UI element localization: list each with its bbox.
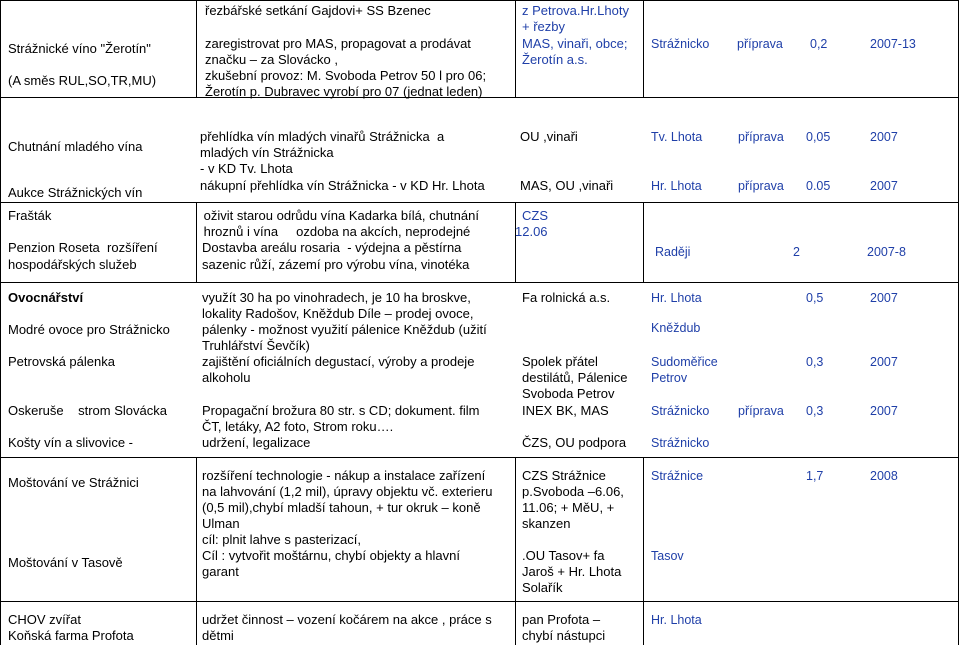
place-cell: Raději (655, 245, 691, 259)
place-cell: Sudoměřice (651, 355, 718, 369)
year-cell: 2007 (870, 291, 898, 305)
row-divider (0, 457, 959, 458)
activity-cell: řezbářské setkání Gajdovi+ SS Bzenec (205, 3, 431, 18)
subject-cell: Chutnání mladého vína (8, 139, 143, 154)
place-cell: Hr. Lhota (651, 291, 702, 305)
partner-cell: skanzen (522, 516, 571, 531)
amount-cell: 0,3 (806, 355, 824, 369)
partner-cell: INEX BK, MAS (522, 403, 609, 418)
place-cell: Hr. Lhota (651, 179, 702, 193)
activity-cell: lokality Radošov, Kněždub Díle – prodej ovoce, (202, 306, 474, 321)
year-cell: 2007 (870, 355, 898, 369)
activity-cell: přehlídka vín mladých vinařů Strážnicka a (200, 129, 445, 144)
activity-cell: hroznů i vína ozdoba na akcích, neprodejné (200, 224, 471, 239)
activity-cell: Ulman (202, 516, 240, 531)
partner-cell: MAS, vinaři, obce; (522, 36, 628, 51)
partner-cell: Jaroš + Hr. Lhota (522, 564, 622, 579)
amount-cell: 0,05 (806, 130, 831, 144)
column-divider (0, 0, 1, 645)
activity-cell: alkoholu (202, 370, 251, 385)
activity-cell: na lahvování (1,2 mil), úpravy objektu vč. exterieru (202, 484, 493, 499)
activity-cell: Cíl : vytvořit moštárnu, chybí objekty a hlavní (202, 548, 460, 563)
activity-cell: zaregistrovat pro MAS, propagovat a prodávat (205, 36, 471, 51)
partner-cell: p.Svoboda –6.06, (522, 484, 624, 499)
partner-cell: z Petrova.Hr.Lhoty (522, 3, 629, 18)
year-cell: 2008 (870, 469, 898, 483)
activity-cell: zkušební provoz: M. Svoboda Petrov 50 l pro 06; (205, 68, 487, 83)
column-divider (643, 457, 644, 645)
activity-cell: udržení, legalizace (202, 435, 311, 450)
amount-cell: 0.05 (806, 179, 831, 193)
partner-cell: ČZS, OU podpora (522, 435, 627, 450)
partner-cell: Spolek přátel (522, 354, 598, 369)
column-divider (643, 202, 644, 282)
amount-cell: 0,2 (810, 37, 828, 51)
column-divider (515, 202, 516, 282)
partner-cell: MAS, OU ,vinaři (520, 178, 614, 193)
subject-cell: Moštování ve Strážnici (8, 475, 139, 490)
activity-cell: nákupní přehlídka vín Strážnicka - v KD Hr. Lhota (200, 178, 485, 193)
partner-cell: 11.06; + MěU, + (522, 500, 615, 515)
amount-cell: 1,7 (806, 469, 824, 483)
activity-cell: sazenic růží, zázemí pro výrobu vína, vinotéka (202, 257, 470, 272)
activity-cell: udržet činnost – vození kočárem na akce , práce s (202, 612, 492, 627)
activity-cell: rozšíření technologie - nákup a instalace zařízení (202, 468, 486, 483)
activity-cell: Žerotín p. Dubravec vyrobí pro 07 (jednat leden) (205, 84, 483, 99)
column-divider (643, 0, 644, 97)
year-cell: 2007-13 (870, 37, 916, 51)
status-cell: příprava (738, 179, 784, 193)
partner-cell: destilátů, Pálenice (522, 370, 628, 385)
status-cell: příprava (738, 130, 784, 144)
place-cell: Strážnicko (651, 436, 710, 450)
partner-cell: Fa rolnická a.s. (522, 290, 611, 305)
subject-cell: Modré ovoce pro Strážnicko (8, 322, 170, 337)
subject-cell: Ovocnářství (8, 290, 84, 305)
activity-cell: (0,5 mil),chybí mladší tahoun, + tur okruk – koně (202, 500, 481, 515)
row-divider (0, 0, 959, 1)
column-divider (196, 202, 197, 282)
subject-cell: CHOV zvířat (8, 612, 81, 627)
partner-cell: 12.06 (515, 224, 548, 239)
activity-cell: mladých vín Strážnicka (200, 145, 334, 160)
row-divider (0, 282, 959, 283)
status-cell: příprava (738, 404, 784, 418)
amount-cell: 0,3 (806, 404, 824, 418)
subject-cell: Koštу vín a slivovice - (8, 435, 133, 450)
subject-cell: Penzion Roseta rozšíření (8, 240, 158, 255)
activity-cell: pálenky - možnost využití pálenice Kněždub (užití (202, 322, 487, 337)
partner-cell: chybí nástupci (522, 628, 606, 643)
amount-cell: 2 (793, 245, 800, 259)
activity-cell: oživit starou odrůdu vína Kadarka bílá, chutnání (200, 208, 479, 223)
row-divider (0, 601, 959, 602)
place-cell: Strážnicko (651, 404, 710, 418)
place-cell: Strážnice (651, 469, 704, 483)
activity-cell: značku – za Slovácko , (205, 52, 338, 67)
activity-cell: ČT, letáky, A2 foto, Strom roku…. (202, 419, 394, 434)
column-divider (515, 0, 516, 97)
activity-cell: využít 30 ha po vinohradech, je 10 ha broskve, (202, 290, 471, 305)
place-cell: Tv. Lhota (651, 130, 703, 144)
subject-cell: Strážnické víno "Žerotín" (8, 41, 151, 56)
place-cell: Tasov (651, 549, 684, 563)
row-divider (0, 202, 959, 203)
place-cell: Strážnicko (651, 37, 710, 51)
year-cell: 2007 (870, 404, 898, 418)
subject-cell: Koňská farma Profota (8, 628, 134, 643)
partner-cell: OU ,vinaři (520, 129, 578, 144)
place-cell: Hr. Lhota (651, 613, 702, 627)
year-cell: 2007-8 (867, 245, 906, 259)
column-divider (515, 457, 516, 645)
activity-cell: Truhlářství Ševčík) (202, 338, 310, 353)
place-cell: Petrov (651, 371, 688, 385)
activity-cell: dětmi (202, 628, 234, 643)
partner-cell: Solařík (522, 580, 563, 595)
activity-cell: Propagační brožura 80 str. s CD; dokument. film (202, 403, 480, 418)
partner-cell: CZS (522, 208, 548, 223)
subject-cell: Aukce Strážnických vín (8, 185, 143, 200)
subject-cell: Frašták (8, 208, 52, 223)
partner-cell: Svoboda Petrov (522, 386, 615, 401)
place-cell: Kněždub (651, 321, 701, 335)
activity-cell: cíl: plnit lahve s pasterizací, (202, 532, 361, 547)
partner-cell: CZS Strážnice (522, 468, 606, 483)
amount-cell: 0,5 (806, 291, 824, 305)
activity-cell: - v KD Tv. Lhota (200, 161, 293, 176)
activity-cell: zajištění oficiálních degustací, výroby a prodeje (202, 354, 475, 369)
partner-cell: + řezby (522, 19, 565, 34)
year-cell: 2007 (870, 130, 898, 144)
subject-cell: Oskeruše strom Slovácka (8, 403, 167, 418)
subject-cell: Moštování v Tasově (8, 555, 123, 570)
subject-cell: Petrovská pálenka (8, 354, 115, 369)
partner-cell: Žerotín a.s. (522, 52, 588, 67)
subject-cell: (A směs RUL,SO,TR,MU) (8, 73, 157, 88)
activity-cell: Dostavba areálu rosaria - výdejna a pěstírna (202, 240, 462, 255)
column-divider (196, 457, 197, 645)
partner-cell: pan Profota – (522, 612, 601, 627)
subject-cell: hospodářských služeb (8, 257, 137, 272)
status-cell: příprava (737, 37, 783, 51)
activity-cell: garant (202, 564, 239, 579)
column-divider (196, 0, 197, 97)
year-cell: 2007 (870, 179, 898, 193)
partner-cell: .OU Tasov+ fa (522, 548, 605, 563)
